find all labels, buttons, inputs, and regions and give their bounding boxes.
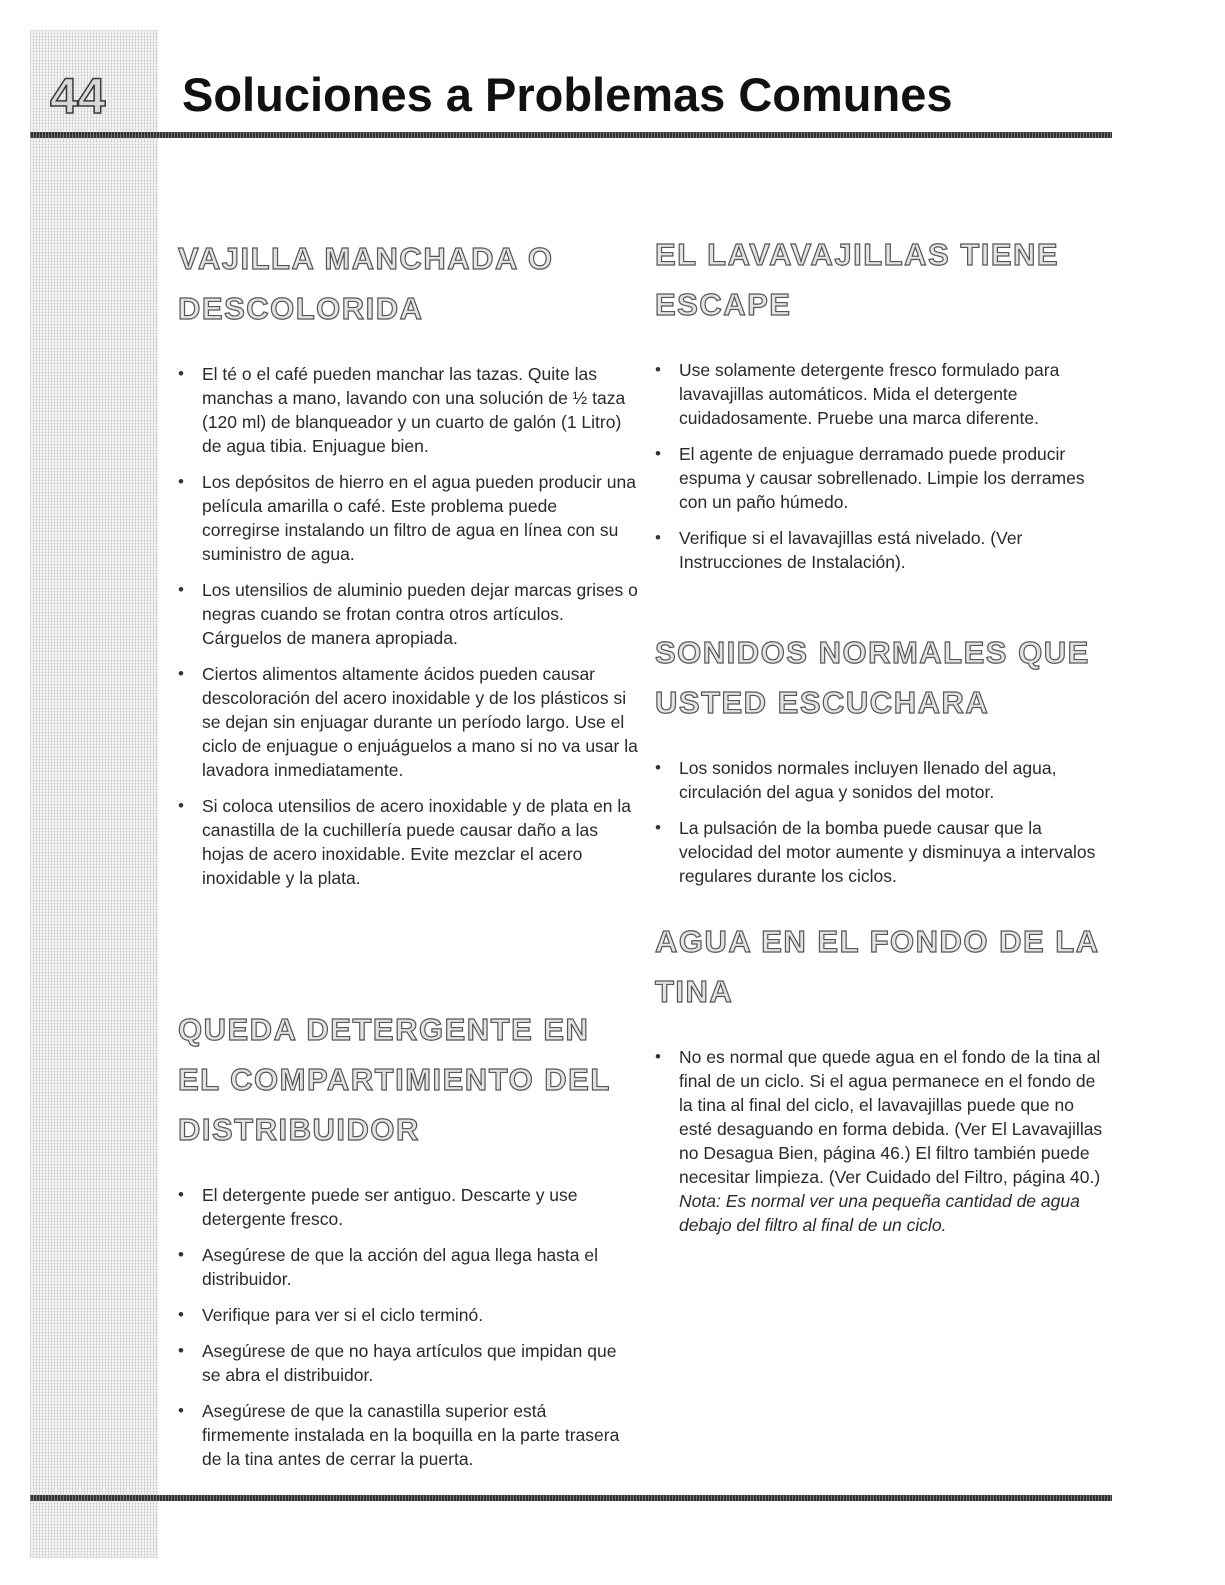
page-title: Soluciones a Problemas Comunes [182, 68, 953, 121]
list-item [655, 1045, 1110, 1237]
list-item-text: Ciertos alimentos altamente ácidos pueden causar descoloración del acero inoxidable y de los plásticos si se dejan sin enjuagar durante un período largo. Use el ciclo de enjuague o enjuáguelos a mano si no va usar la lavadora inmediatamente. [202, 664, 638, 780]
section-heading: VAJILLA MANCHADA O DESCOLORIDA [178, 241, 554, 326]
footer-rule [30, 1495, 1112, 1501]
list-item-text: El té o el café pueden manchar las tazas. Quite las manchas a mano, lavando con una solución de ½ taza (120 ml) de blanqueador y un cuarto de galón (1 Litro) de agua tibia. Enjuague bien. [202, 364, 626, 456]
bullet-icon: • [178, 664, 184, 683]
section-sonidos-normales [655, 628, 1110, 900]
list-item-text: Asegúrese de que la canastilla superior está firmemente instalada en la boquilla en la parte trasera de la tina antes de cerrar la puerta. [202, 1401, 620, 1469]
header-rule [30, 132, 1112, 138]
list-item [178, 578, 638, 650]
list-item-text: Use solamente detergente fresco formulado para lavavajillas automáticos. Mida el detergente cuidadosamente. Pruebe una marca diferente. [679, 360, 1060, 428]
list-item [178, 470, 638, 566]
bullet-icon: • [178, 1341, 184, 1360]
bullet-icon: • [655, 818, 661, 837]
list-item [178, 362, 638, 458]
bullet-icon: • [178, 364, 184, 383]
note-text: Nota: Es normal ver una pequeña cantidad de agua debajo del filtro al final de un ciclo. [679, 1191, 1080, 1235]
bullet-icon: • [655, 1047, 661, 1066]
list-item [655, 816, 1110, 888]
list-item [178, 1399, 628, 1471]
bullet-icon: • [178, 1245, 184, 1264]
bullet-icon: • [178, 1305, 184, 1324]
bullet-icon: • [178, 796, 184, 815]
list-item-text: Los depósitos de hierro en el agua pueden producir una película amarilla o café. Este problema puede corregirse instalando un filtro de agua en línea con su suministro de agua. [202, 472, 636, 564]
bullet-icon: • [178, 1401, 184, 1420]
bullet-list [655, 756, 1110, 888]
section-queda-detergente [178, 1005, 628, 1483]
list-item-text: Los utensilios de aluminio pueden dejar marcas grises o negras cuando se frotan contra otros artículos. Cárguelos de manera apropiada. [202, 580, 638, 648]
list-item [178, 1303, 628, 1327]
bullet-icon: • [178, 1185, 184, 1204]
section-agua-fondo [655, 917, 1110, 1249]
list-item-text: Asegúrese de que la acción del agua llega hasta el distribuidor. [202, 1245, 598, 1289]
bullet-list [178, 362, 638, 890]
section-lavavajillas-escape [655, 230, 1110, 586]
list-item-text: Verifique para ver si el ciclo terminó. [202, 1305, 484, 1325]
list-item-text: El detergente puede ser antiguo. Descarte y use detergente fresco. [202, 1185, 578, 1229]
section-heading: QUEDA DETERGENTE EN EL COMPARTIMIENTO DEL DISTRIBUIDOR [178, 1012, 611, 1147]
list-item [178, 794, 638, 890]
list-item-text: La pulsación de la bomba puede causar que la velocidad del motor aumente y disminuya a intervalos regulares durante los ciclos. [679, 818, 1096, 886]
list-item [655, 358, 1110, 430]
bullet-icon: • [655, 360, 661, 379]
list-item-text: El agente de enjuague derramado puede producir espuma y causar sobrellenado. Limpie los derrames con un paño húmedo. [679, 444, 1085, 512]
bullet-icon: • [655, 444, 661, 463]
bullet-icon: • [178, 472, 184, 491]
side-stripe [30, 30, 158, 1558]
list-item [178, 1339, 628, 1387]
list-item [178, 662, 638, 782]
list-item [655, 442, 1110, 514]
section-heading: EL LAVAVAJILLAS TIENE ESCAPE [655, 237, 1060, 322]
section-vajilla-manchada [178, 234, 638, 902]
bullet-list [655, 1045, 1110, 1237]
list-item-text: Los sonidos normales incluyen llenado del agua, circulación del agua y sonidos del motor. [679, 758, 1057, 802]
list-item [655, 526, 1110, 574]
list-item-text: Verifique si el lavavajillas está nivelado. (Ver Instrucciones de Instalación). [679, 528, 1023, 572]
list-item-text: Asegúrese de que no haya artículos que impidan que se abra el distribuidor. [202, 1341, 617, 1385]
list-item [178, 1183, 628, 1231]
section-heading: AGUA EN EL FONDO DE LA TINA [655, 924, 1099, 1009]
bullet-icon: • [178, 580, 184, 599]
bullet-list [178, 1183, 628, 1471]
bullet-icon: • [655, 758, 661, 777]
list-item-text: No es normal que quede agua en el fondo de la tina al final de un ciclo. Si el agua permanece en el fondo de la tina al final del ciclo, el lavavajillas puede que no esté desaguando en forma debida. (Ver El Lavavajillas no Desagua Bien, página 46.) El filtro también puede necesitar limpieza. (Ver Cuidado del Filtro, página 40.) [679, 1047, 1103, 1187]
bullet-list [655, 358, 1110, 574]
list-item-text: Si coloca utensilios de acero inoxidable y de plata en la canastilla de la cuchillería puede causar daño a las hojas de acero inoxidable. Evite mezclar el acero inoxidable y la plata. [202, 796, 632, 888]
list-item [655, 756, 1110, 804]
list-item [178, 1243, 628, 1291]
section-heading: SONIDOS NORMALES QUE USTED ESCUCHARA [655, 635, 1090, 720]
page-number: 44 [50, 68, 106, 124]
bullet-icon: • [655, 528, 661, 547]
